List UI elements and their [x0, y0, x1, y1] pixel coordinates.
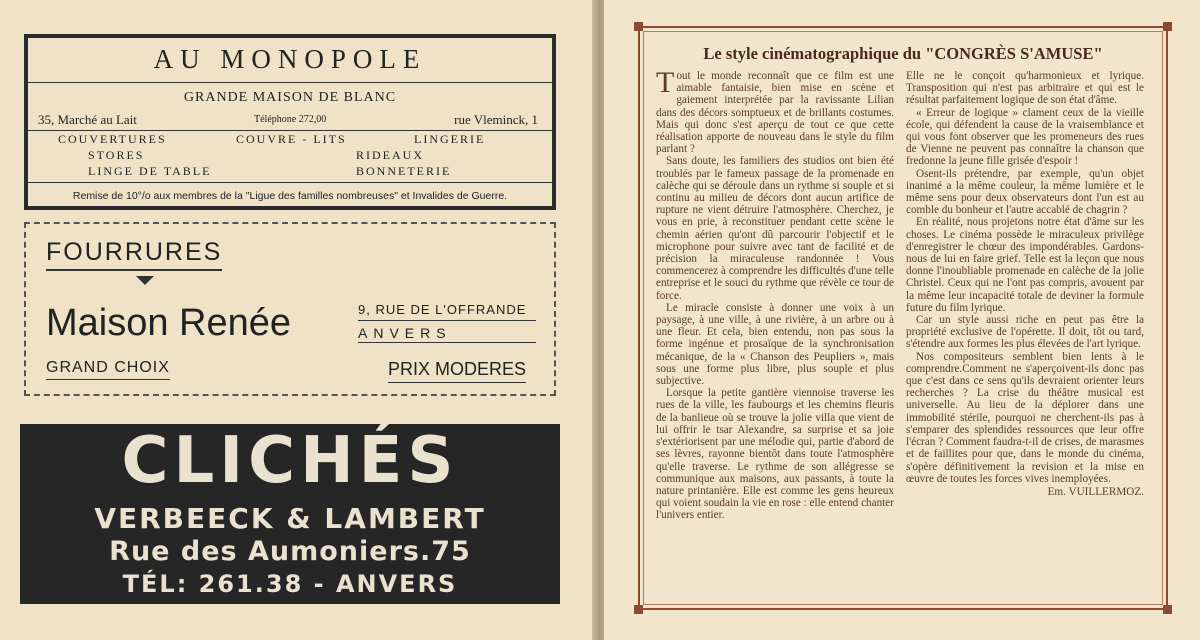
triangle-ornament-icon [136, 276, 154, 285]
article-title: Le style cinématographique du "CONGRÈS S'AMUSE" [703, 44, 1103, 63]
shop-city: ANVERS [358, 325, 452, 341]
product-item: LINGE DE TABLE [88, 164, 212, 178]
ad-heading: FOURRURES [46, 238, 222, 271]
paragraph: En réalité, nous projetons notre état d'âme sur les choses. Le cinéma possède le miraculeux privilège d'enregistrer le chœur des impondérables. Gardons-nous de lui en faire grief. Telle est la leçon que nous donne l'inoubliable promenade en calèche de la jolie Christel. Ceux qui ne l'ont pas compris, avouent par la même leur incapacité totale de deviner la formule future du film lyrique. [906, 216, 1144, 314]
paragraph: Tout le monde reconnaît que ce film est une aimable fantaisie, bien mise en scène et gaiement interprétée par la ravissante Lilian dans des décors somptueux et de brillants costumes. Mais qui donc s'est aperçu de tout ce que cette réalisation apporte de nouveau dans le style du film parlant ? [656, 66, 894, 156]
ad-note: Remise de 10°/o aux membres de la "Ligue des familles nombreuses" et Invalides de Guerre. [72, 190, 508, 202]
paragraph: Lorsque la petite gantière viennoise traverse les rues de la ville, les faubourgs et les chemins fleuris de la banlieue où se trouve la jolie villa que vient de lui offrir le tsar Alexandre, sa surprise et sa joie s'extériorisent par une mélodie qui, partie d'abord de ses lèvres, rayonne bientôt dans toute l'atmosphère qu'elle traverse. Le rythme de son allégresse se communique aux maisons, aux passants, à toute la nature printanière. Elle est comme les gens heureux qui voient soudain la vie en rose : elle entend chanter l'univers entier. [656, 387, 894, 522]
product-item: RIDEAUX [356, 148, 424, 162]
corner-ornament-icon [1163, 605, 1172, 614]
paragraph: Sans doute, les familiers des studios ont bien été troublés par le fameux passage de la promenade en calèche qui se déroule dans un rythme si souple et si continu au milieu de décors dont aucun artifice de rupture ne vient détruire l'atmosphère. Cherchez, je vous en prie, à reconstituer pendant cette scène le chemin aérien qu'ont dû parcourir l'objectif et le microphone pour suivre avec tant de facilité et de précision la miraculeuse randonnée ! Vous commencerez à comprendre les difficultés d'une telle entreprise et le souci du rythme que révèle ce tour de force. [656, 155, 894, 302]
divider [358, 342, 536, 343]
right-page [604, 0, 1200, 640]
ad-phone: TÉL: 261.38 - ANVERS [122, 570, 458, 598]
product-item: STORES [88, 148, 145, 162]
advertisement-maison-renee [24, 222, 556, 396]
paragraph: « Erreur de logique » clament ceux de la vieille école, qui défendent la cause de la vraisemblance et qui vous font observer que les promeneurs des rues de Vienne ne peuvent pas connaître la chanson que fredonne la jeune fille grisée d'espoir ! [906, 106, 1144, 168]
tagline-left: GRAND CHOIX [46, 359, 170, 380]
ad-phone: Téléphone 272,00 [254, 114, 327, 125]
article-column-right [906, 70, 1144, 498]
divider [28, 82, 552, 83]
ad-title: AU MONOPOLE [153, 44, 427, 74]
ad-street: rue Vleminck, 1 [454, 112, 538, 127]
ad-address: Rue des Aumoniers.75 [109, 536, 471, 567]
ad-subtitle: GRANDE MAISON DE BLANC [183, 90, 397, 105]
shop-address: 9, RUE DE L'OFFRANDE [358, 302, 527, 317]
product-item: BONNETERIE [356, 164, 452, 178]
author-signature: Em. VUILLERMOZ. [1047, 485, 1144, 498]
corner-ornament-icon [1163, 22, 1172, 31]
divider [28, 130, 552, 131]
product-item: LINGERIE [414, 132, 486, 146]
paragraph: Elle ne le conçoit qu'harmonieux et lyrique. Transposition qui n'est pas arbitraire et qui est le résultat parfaitement logique de son état d'âme. [906, 70, 1144, 107]
product-item: COUVERTURES [58, 132, 167, 146]
corner-ornament-icon [634, 605, 643, 614]
paragraph: Car un style aussi riche en peut pas être la propriété exclusive de l'opérette. Il doit, tôt ou tard, s'étendre aux formes les plus élevées de l'art lyrique. [906, 314, 1144, 351]
advertisement-au-monopole [24, 34, 556, 210]
tagline-right: PRIX MODERES [388, 359, 526, 383]
drop-cap: T [656, 66, 675, 99]
ad-headline: CLICHÉS [121, 424, 459, 498]
ad-address: 35, Marché au Lait [38, 112, 137, 127]
corner-ornament-icon [634, 22, 643, 31]
divider [358, 320, 536, 321]
shop-name: Maison Renée [46, 302, 292, 344]
article-frame [638, 26, 1168, 610]
paragraph: Nos compositeurs semblent bien lents à le comprendre.Comment ne s'aperçoivent-ils donc pas que c'est dans ce sens qu'ils devraient orienter leurs recherches ? La crise du théâtre musical est universelle. Au lieu de la déplorer dans une immobilité stérile, pourquoi ne cherchent-ils pas à s'emparer des splendides ressources que leur offre l'écran ? Comment faudra-t-il de crises, de marasmes et de faillites pour que, dans le monde du cinéma, s'opère définitivement la revision et la mise en œuvre de toutes les forces vives inemployées. [906, 350, 1144, 485]
paragraph: Le miracle consiste à donner une voix à un paysage, à une ville, à une rivière, à un arbre ou à une fleur. Et cela, bien entendu, non pas sous la forme ingénue et prosaïque de la synchronisation mécanique, de la « Chanson des Peupliers », mais sous une forme plus libre, plus souple et plus subjective. [656, 301, 894, 388]
ad-company: VERBEECK & LAMBERT [94, 502, 486, 535]
divider [28, 182, 552, 183]
left-page [0, 0, 596, 640]
paragraph: Osent-ils prétendre, par exemple, qu'un objet inanimé a la même couleur, la même lumière et le même sens pour deux observateurs dont l'un est au comble du bonheur et l'autre accablé de chagrin ? [906, 167, 1144, 217]
article-column-left [656, 66, 894, 522]
product-item: COUVRE - LITS [236, 132, 347, 146]
advertisement-cliches [20, 424, 560, 604]
